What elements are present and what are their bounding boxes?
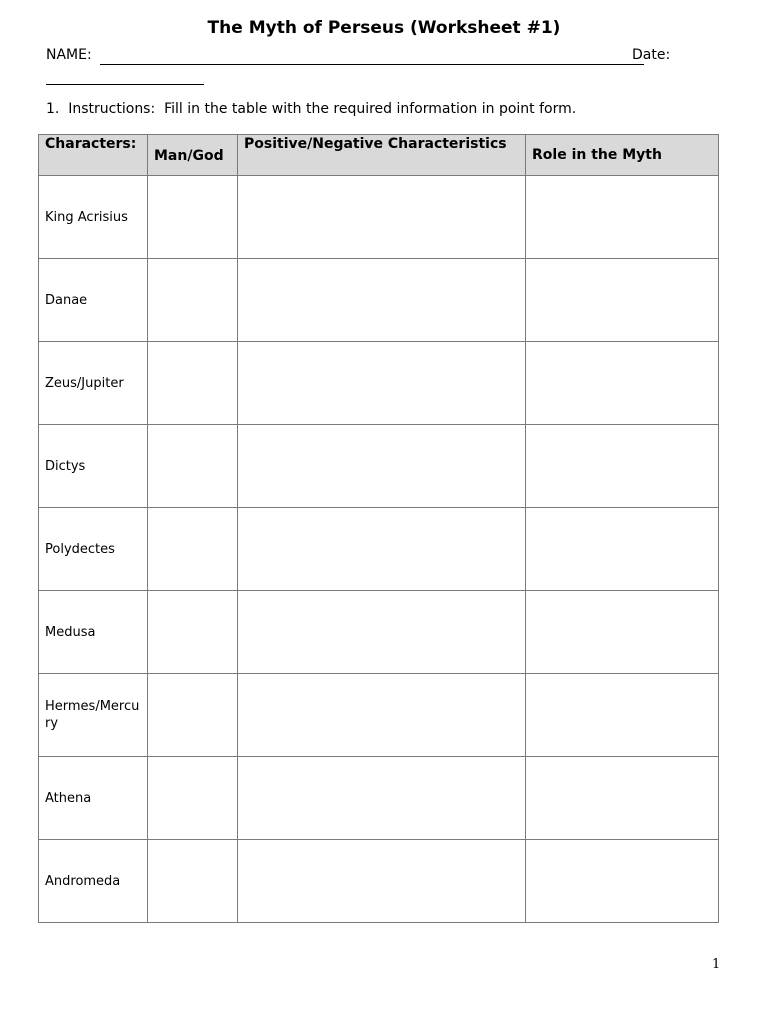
page-number: 1 — [712, 957, 721, 972]
table-row — [39, 757, 719, 840]
role-cell[interactable] — [526, 342, 719, 425]
name-row — [46, 47, 726, 67]
role-cell[interactable] — [526, 425, 719, 508]
man-god-cell[interactable] — [148, 425, 238, 508]
character-name: Andromeda — [39, 840, 148, 923]
instructions: 1. Instructions: Fill in the table with the required information in point form. — [46, 101, 577, 117]
characteristics-cell[interactable] — [238, 425, 526, 508]
role-cell[interactable] — [526, 591, 719, 674]
role-cell[interactable] — [526, 757, 719, 840]
table-row — [39, 259, 719, 342]
table-row — [39, 591, 719, 674]
man-god-cell[interactable] — [148, 591, 238, 674]
character-name: Danae — [39, 259, 148, 342]
man-god-cell[interactable] — [148, 342, 238, 425]
table-row — [39, 840, 719, 923]
character-name: Polydectes — [39, 508, 148, 591]
man-god-cell[interactable] — [148, 757, 238, 840]
date-label: Date: — [632, 47, 671, 63]
table-row — [39, 425, 719, 508]
table-row — [39, 176, 719, 259]
man-god-cell[interactable] — [148, 674, 238, 757]
worksheet-title: The Myth of Perseus (Worksheet #1) — [207, 18, 561, 38]
header-characters: Characters: — [39, 135, 148, 176]
table-row — [39, 508, 719, 591]
table-header-row — [39, 135, 719, 176]
role-cell[interactable] — [526, 674, 719, 757]
characteristics-cell[interactable] — [238, 840, 526, 923]
character-name: Zeus/Jupiter — [39, 342, 148, 425]
header-role: Role in the Myth — [526, 135, 719, 176]
characteristics-cell[interactable] — [238, 591, 526, 674]
characteristics-cell[interactable] — [238, 674, 526, 757]
name-label: NAME: — [46, 47, 92, 63]
man-god-cell[interactable] — [148, 259, 238, 342]
characteristics-cell[interactable] — [238, 508, 526, 591]
character-name: Athena — [39, 757, 148, 840]
man-god-cell[interactable] — [148, 508, 238, 591]
role-cell[interactable] — [526, 840, 719, 923]
role-cell[interactable] — [526, 508, 719, 591]
character-table — [38, 134, 719, 923]
date-field[interactable] — [46, 84, 204, 85]
character-name: King Acrisius — [39, 176, 148, 259]
characteristics-cell[interactable] — [238, 259, 526, 342]
role-cell[interactable] — [526, 259, 719, 342]
table-row — [39, 342, 719, 425]
character-name: Medusa — [39, 591, 148, 674]
header-man-god: Man/God — [148, 135, 238, 176]
characteristics-cell[interactable] — [238, 342, 526, 425]
character-name: Hermes/Mercury — [39, 674, 148, 757]
characteristics-cell[interactable] — [238, 757, 526, 840]
header-characteristics: Positive/Negative Characteristics — [238, 135, 526, 176]
table-row — [39, 674, 719, 757]
characteristics-cell[interactable] — [238, 176, 526, 259]
man-god-cell[interactable] — [148, 176, 238, 259]
role-cell[interactable] — [526, 176, 719, 259]
name-field[interactable] — [100, 64, 644, 65]
character-name: Dictys — [39, 425, 148, 508]
man-god-cell[interactable] — [148, 840, 238, 923]
